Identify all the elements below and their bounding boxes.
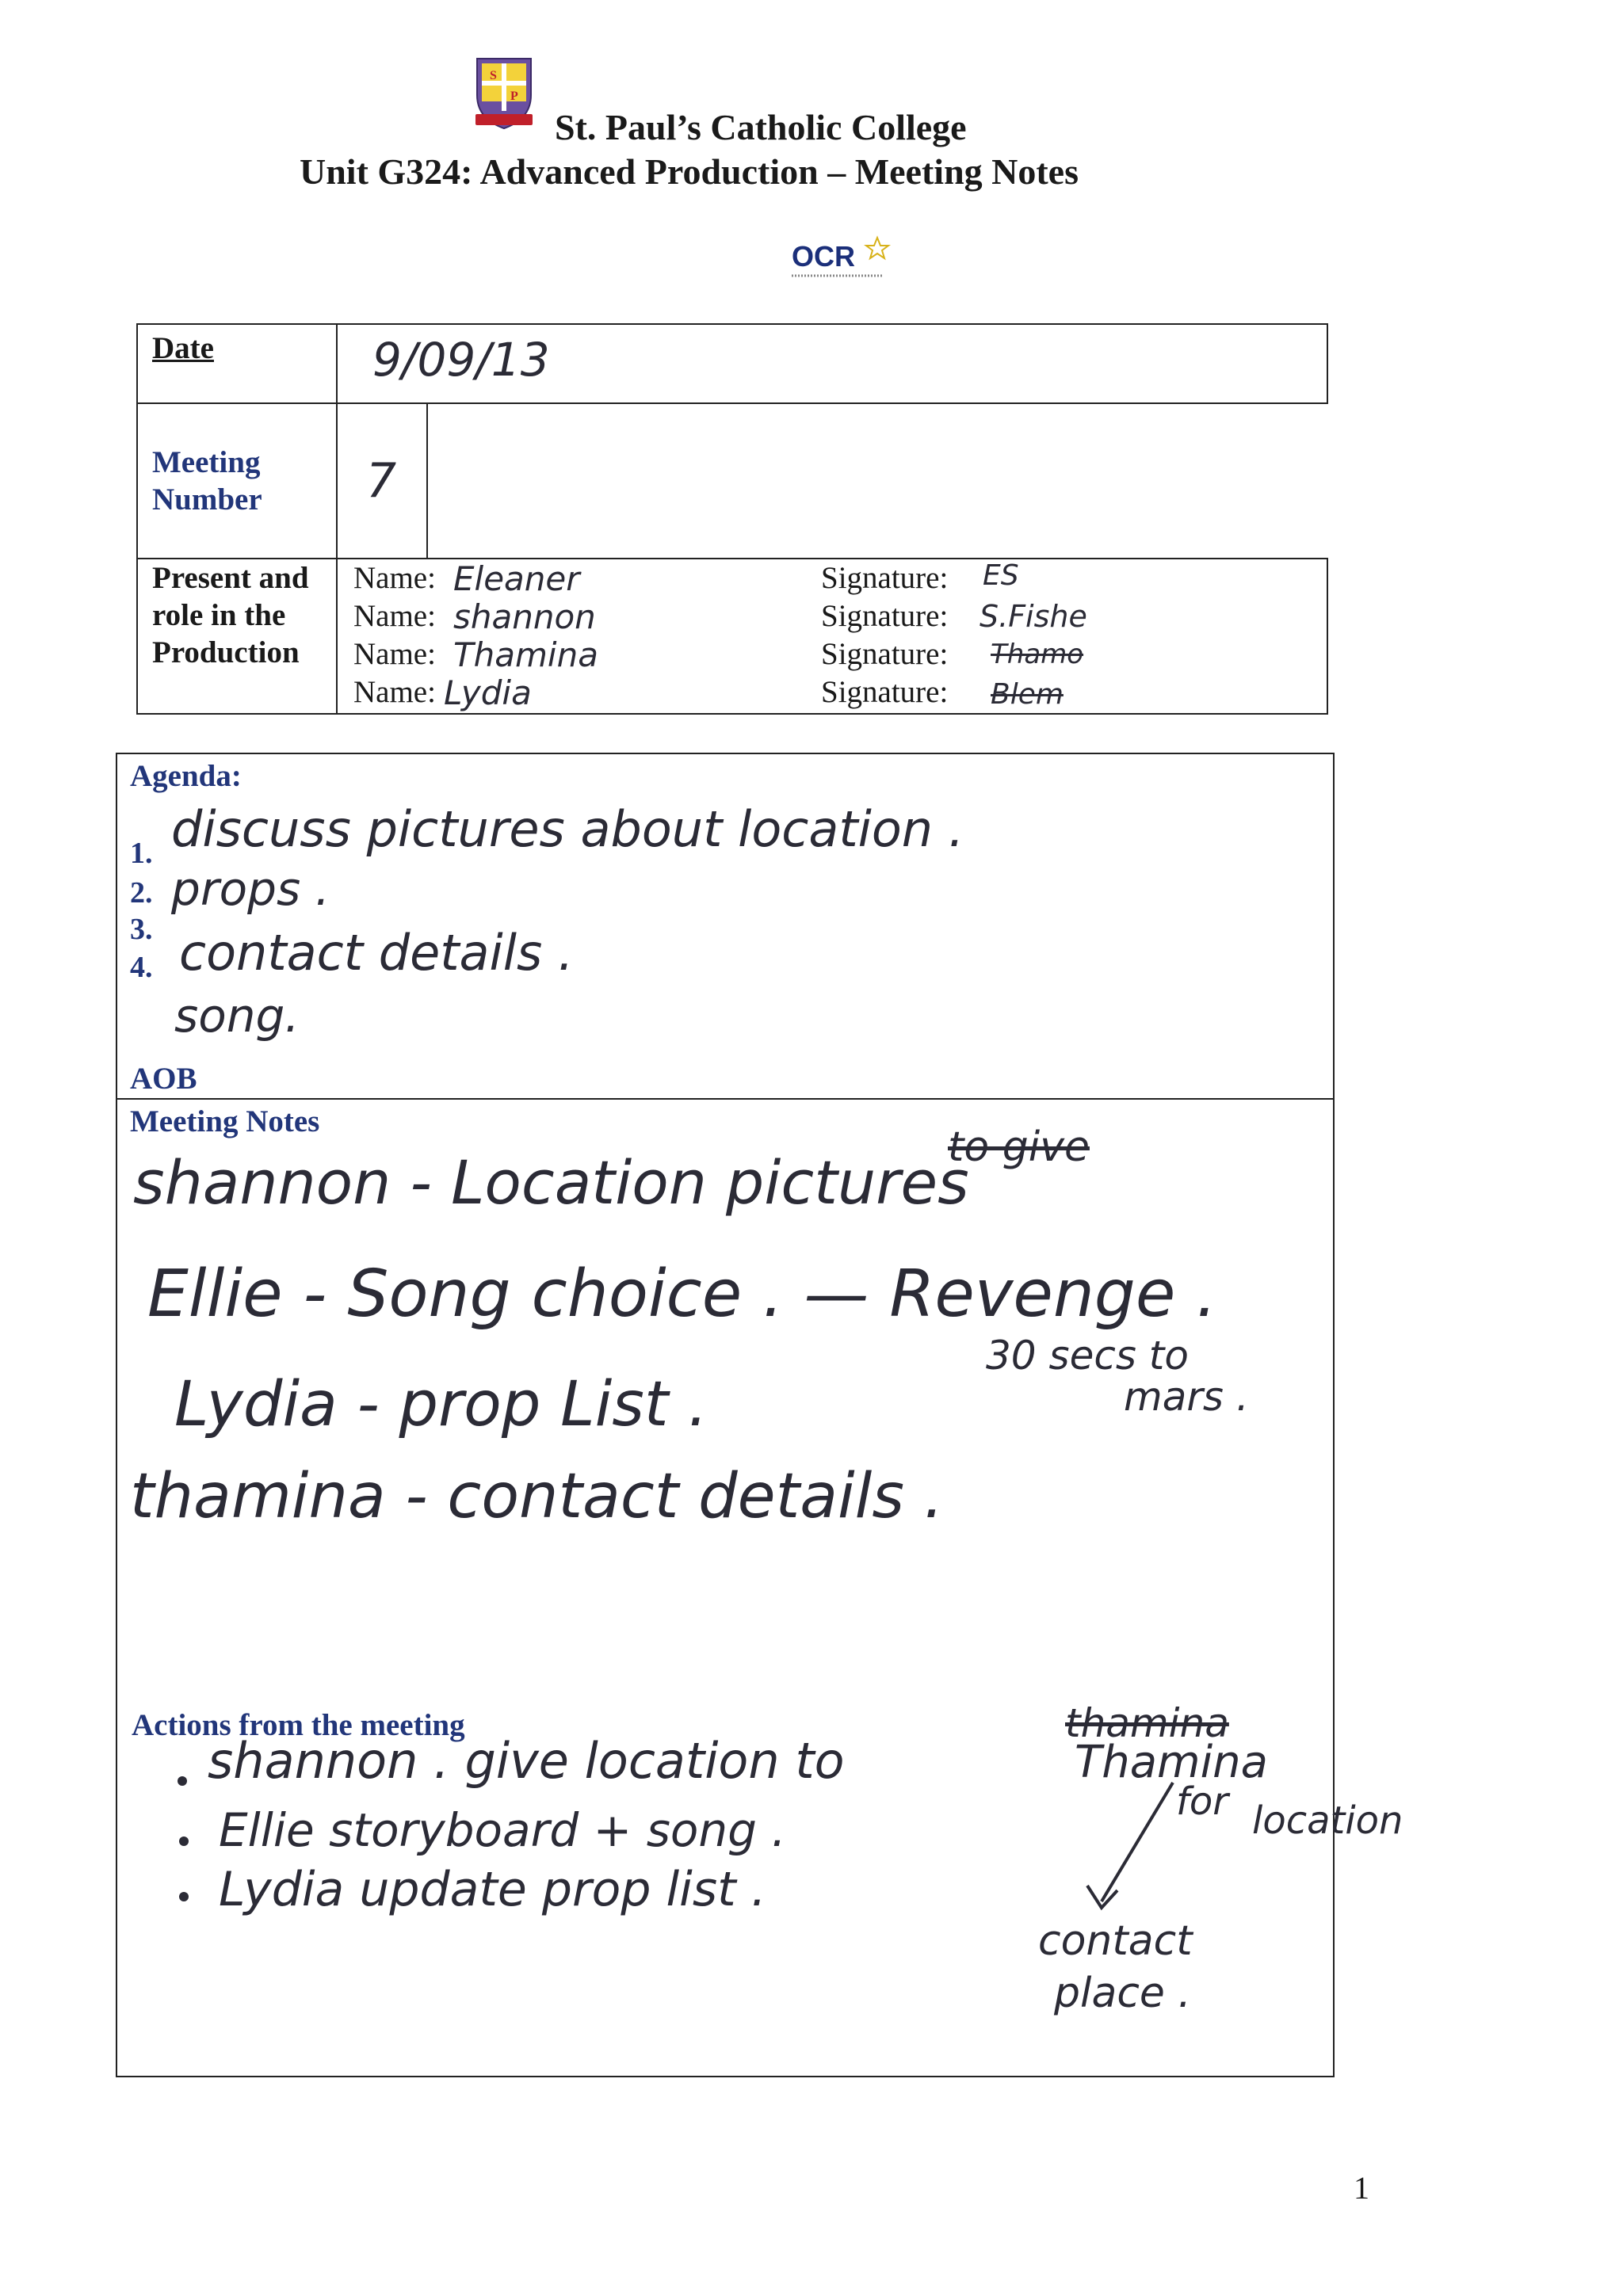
attendee-name-label: Name: bbox=[353, 675, 436, 709]
agenda-number: 2. bbox=[130, 876, 153, 910]
table-border-top bbox=[136, 323, 1328, 325]
meeting-note-line: Ellie - Song choice . — Revenge . bbox=[147, 1257, 1217, 1332]
attendee-name-label: Name: bbox=[353, 637, 436, 671]
arrow-note: contact bbox=[1038, 1917, 1193, 1965]
action-bullet bbox=[178, 1776, 187, 1786]
side-note: mars . bbox=[1124, 1374, 1249, 1420]
school-crest-icon bbox=[472, 55, 536, 132]
agenda-number: 4. bbox=[130, 951, 153, 984]
meeting-note-line: Lydia - prop List . bbox=[174, 1369, 708, 1440]
attendee-signature: Thamo bbox=[991, 639, 1084, 670]
action-item: Lydia update prop list . bbox=[219, 1862, 766, 1917]
table-number-divider bbox=[426, 402, 428, 558]
meeting-note-line: shannon - Location pictures bbox=[133, 1147, 969, 1218]
action-margin-note: Thamina bbox=[1075, 1737, 1268, 1788]
table-border-left bbox=[136, 323, 138, 715]
table-border-right-date bbox=[1327, 323, 1328, 404]
attendee-name: Eleaner bbox=[453, 559, 580, 598]
attendee-signature: S.Fishe bbox=[980, 599, 1087, 634]
agenda-item: song. bbox=[174, 989, 300, 1043]
action-margin-note: location bbox=[1252, 1798, 1403, 1843]
attendee-signature: Blem bbox=[991, 678, 1064, 711]
attendee-signature: ES bbox=[983, 559, 1019, 592]
table-border-date-bottom bbox=[136, 402, 1328, 404]
agenda-divider bbox=[116, 1098, 1335, 1100]
meeting-note-line: thamina - contact details . bbox=[130, 1461, 944, 1532]
agenda-item: discuss pictures about location . bbox=[171, 800, 964, 858]
actions-label: Actions from the meeting bbox=[132, 1708, 465, 1742]
struck-note-word: to give bbox=[948, 1123, 1090, 1171]
meeting-number-value: 7 bbox=[366, 453, 397, 509]
agenda-number: 3. bbox=[130, 913, 153, 946]
attendee-name: Lydia bbox=[444, 673, 532, 712]
crest-letter-s: S bbox=[490, 69, 497, 82]
side-note: 30 secs to bbox=[986, 1333, 1189, 1379]
attendee-name-label: Name: bbox=[353, 599, 436, 633]
agenda-item: contact details . bbox=[179, 924, 574, 982]
signature-label: Signature: bbox=[821, 561, 949, 595]
page-number: 1 bbox=[1354, 2170, 1369, 2206]
arrow-icon bbox=[1070, 1775, 1189, 1917]
attendee-name: Thamina bbox=[453, 635, 598, 674]
ocr-logo-text: OCR bbox=[792, 240, 855, 273]
crest-letter-p: P bbox=[510, 90, 518, 103]
ocr-logo-icon bbox=[789, 235, 892, 284]
present-label: Present and role in the Production bbox=[152, 561, 309, 669]
attendee-name: shannon bbox=[453, 597, 596, 636]
signature-label: Signature: bbox=[821, 599, 949, 633]
action-bullet bbox=[179, 1892, 189, 1901]
action-margin-note: for bbox=[1176, 1779, 1228, 1824]
arrow-note: place . bbox=[1054, 1970, 1191, 2017]
aob-label: AOB bbox=[130, 1062, 197, 1096]
meeting-number-label: Meeting Number bbox=[152, 445, 262, 517]
agenda-label: Agenda: bbox=[130, 759, 242, 793]
school-name: St. Paul’s Catholic College bbox=[555, 107, 967, 147]
signature-label: Signature: bbox=[821, 675, 949, 709]
table-border-right-present bbox=[1327, 558, 1328, 715]
agenda-item: props . bbox=[171, 862, 330, 916]
document-title: Unit G324: Advanced Production – Meeting Notes bbox=[300, 151, 1079, 192]
table-column-divider bbox=[336, 323, 338, 715]
struck-action-word: thamina bbox=[1065, 1700, 1229, 1746]
action-bullet bbox=[179, 1836, 189, 1846]
agenda-number: 1. bbox=[130, 837, 153, 870]
signature-label: Signature: bbox=[821, 637, 949, 671]
meeting-notes-label: Meeting Notes bbox=[130, 1104, 320, 1138]
date-value: 9/09/13 bbox=[372, 333, 550, 387]
action-item: shannon . give location to bbox=[208, 1732, 845, 1790]
date-label: Date bbox=[152, 331, 214, 365]
table-border-bottom bbox=[136, 713, 1328, 715]
attendee-name-label: Name: bbox=[353, 561, 436, 595]
action-item: Ellie storyboard + song . bbox=[219, 1803, 786, 1857]
